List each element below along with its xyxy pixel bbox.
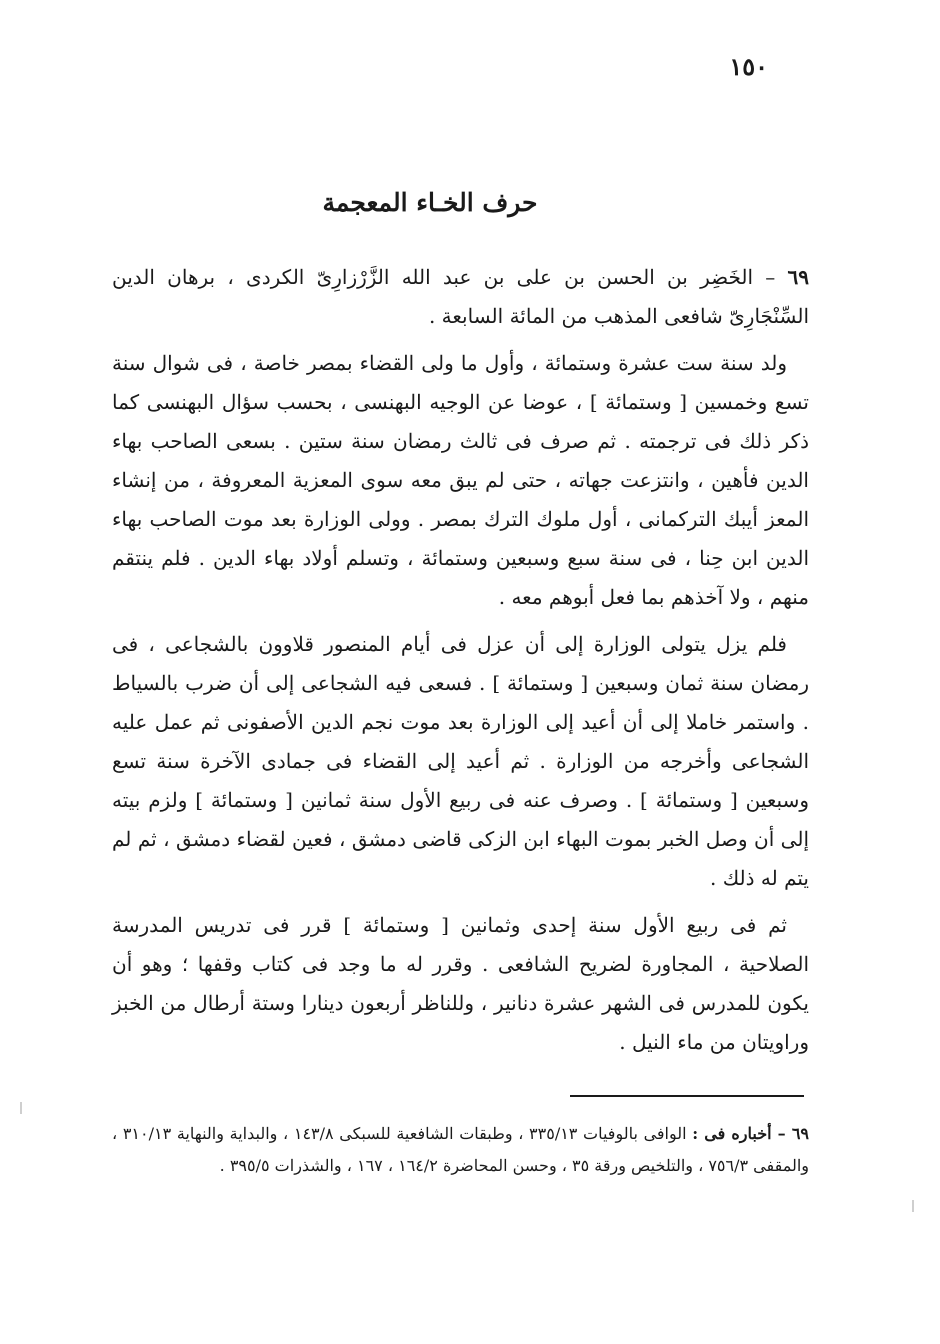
paragraph-birth-career: ولد سنة ست عشرة وستمائة ، وأول ما ولى القضاء بمصر خاصة ، فى شوال سنة تسع وخمسين [ وستمائة ] ، عوضا عن الوجيه البهنسى ، بحسب سؤال البهنسى كما ذكر ذلك فى ترجمته . ثم صرف فى ثالث رمضان سنة ستين . بسعى الصاحب بهاء الدين فأهين ، وانتزعت جهاته ، حتى لم يبق معه سوى المعزية المعروفة ، من إنشاء المعز أيبك التركمانى ، أول ملوك الترك بمصر . وولى الوزارة بعد موت الصاحب بهاء الدين ابن حِنا ، فى سنة سبع وسبعين وستمائة ، وتسلم أولاد بهاء الدين . فلم ينتقم منهم ، ولا آخذهم بما فعل أبوهم معه . [112, 351, 809, 609]
entry-intro-text: الخَضِر بن الحسن بن على بن عبد الله الزَّرْزارِىّ الكردى ، برهان الدين السِّنْجَارِىّ شافعى المذهب من المائة السابعة . [112, 265, 809, 328]
footnote-text: الوافى بالوفيات ٣٣٥/١٣ ، وطبقات الشافعية للسبكى ١٤٣/٨ ، والبداية والنهاية ٣١٠/١٣ ، والمقفى ٧٥٦/٣ ، والتلخيص ورقة ٣٥ ، وحسن المحاضرة ١٦٤/٢ ، ١٦٧ ، والشذرات ٣٩٥/٥ . [112, 1124, 809, 1175]
paragraph-teaching: ثم فى ربيع الأول سنة إحدى وثمانين [ وستمائة ] قرر فى تدريس المدرسة الصلاحية ، المجاورة لضريح الشافعى . وقرر له ما وجد فى كتاب وقفها ؛ وهو أن يكون للمدرس فى الشهر عشرة دنانير ، وللناظر أربعون دينارا وستة أرطال من الخبز وراويتان من ماء النيل . [112, 913, 809, 1054]
entry-intro-paragraph [112, 258, 809, 336]
page-number: ١٥٠ [729, 52, 768, 81]
footnote [112, 1118, 809, 1182]
main-text [112, 258, 809, 1070]
footnote-label: ٦٩ – أخباره فى : [692, 1124, 809, 1143]
footnote-separator [570, 1095, 804, 1097]
entry-dash: – [753, 265, 788, 289]
entry-number: ٦٩ [787, 265, 810, 289]
scan-speck [912, 1200, 914, 1212]
scan-speck [20, 1102, 22, 1114]
section-heading: حرف الخـاء المعجمة [322, 188, 538, 217]
paragraph-vizierate: فلم يزل يتولى الوزارة إلى أن عزل فى أيام المنصور قلاوون بالشجاعى ، فى رمضان سنة ثمان وسبعين [ وستمائة ] . فسعى فيه الشجاعى إلى أن ضرب بالسياط . واستمر خاملا إلى أن أعيد إلى الوزارة بعد موت نجم الدين الأصفونى ثم عمل عليه الشجاعى وأخرجه من الوزارة . ثم أعيد إلى القضاء فى جمادى الآخرة سنة تسع وسبعين [ وستمائة ] . وصرف عنه فى ربيع الأول سنة ثمانين [ وستمائة ] ولزم بيته إلى أن وصل الخبر بموت البهاء ابن الزكى قاضى دمشق ، فعين لقضاء دمشق ، ثم لم يتم له ذلك . [112, 632, 809, 890]
